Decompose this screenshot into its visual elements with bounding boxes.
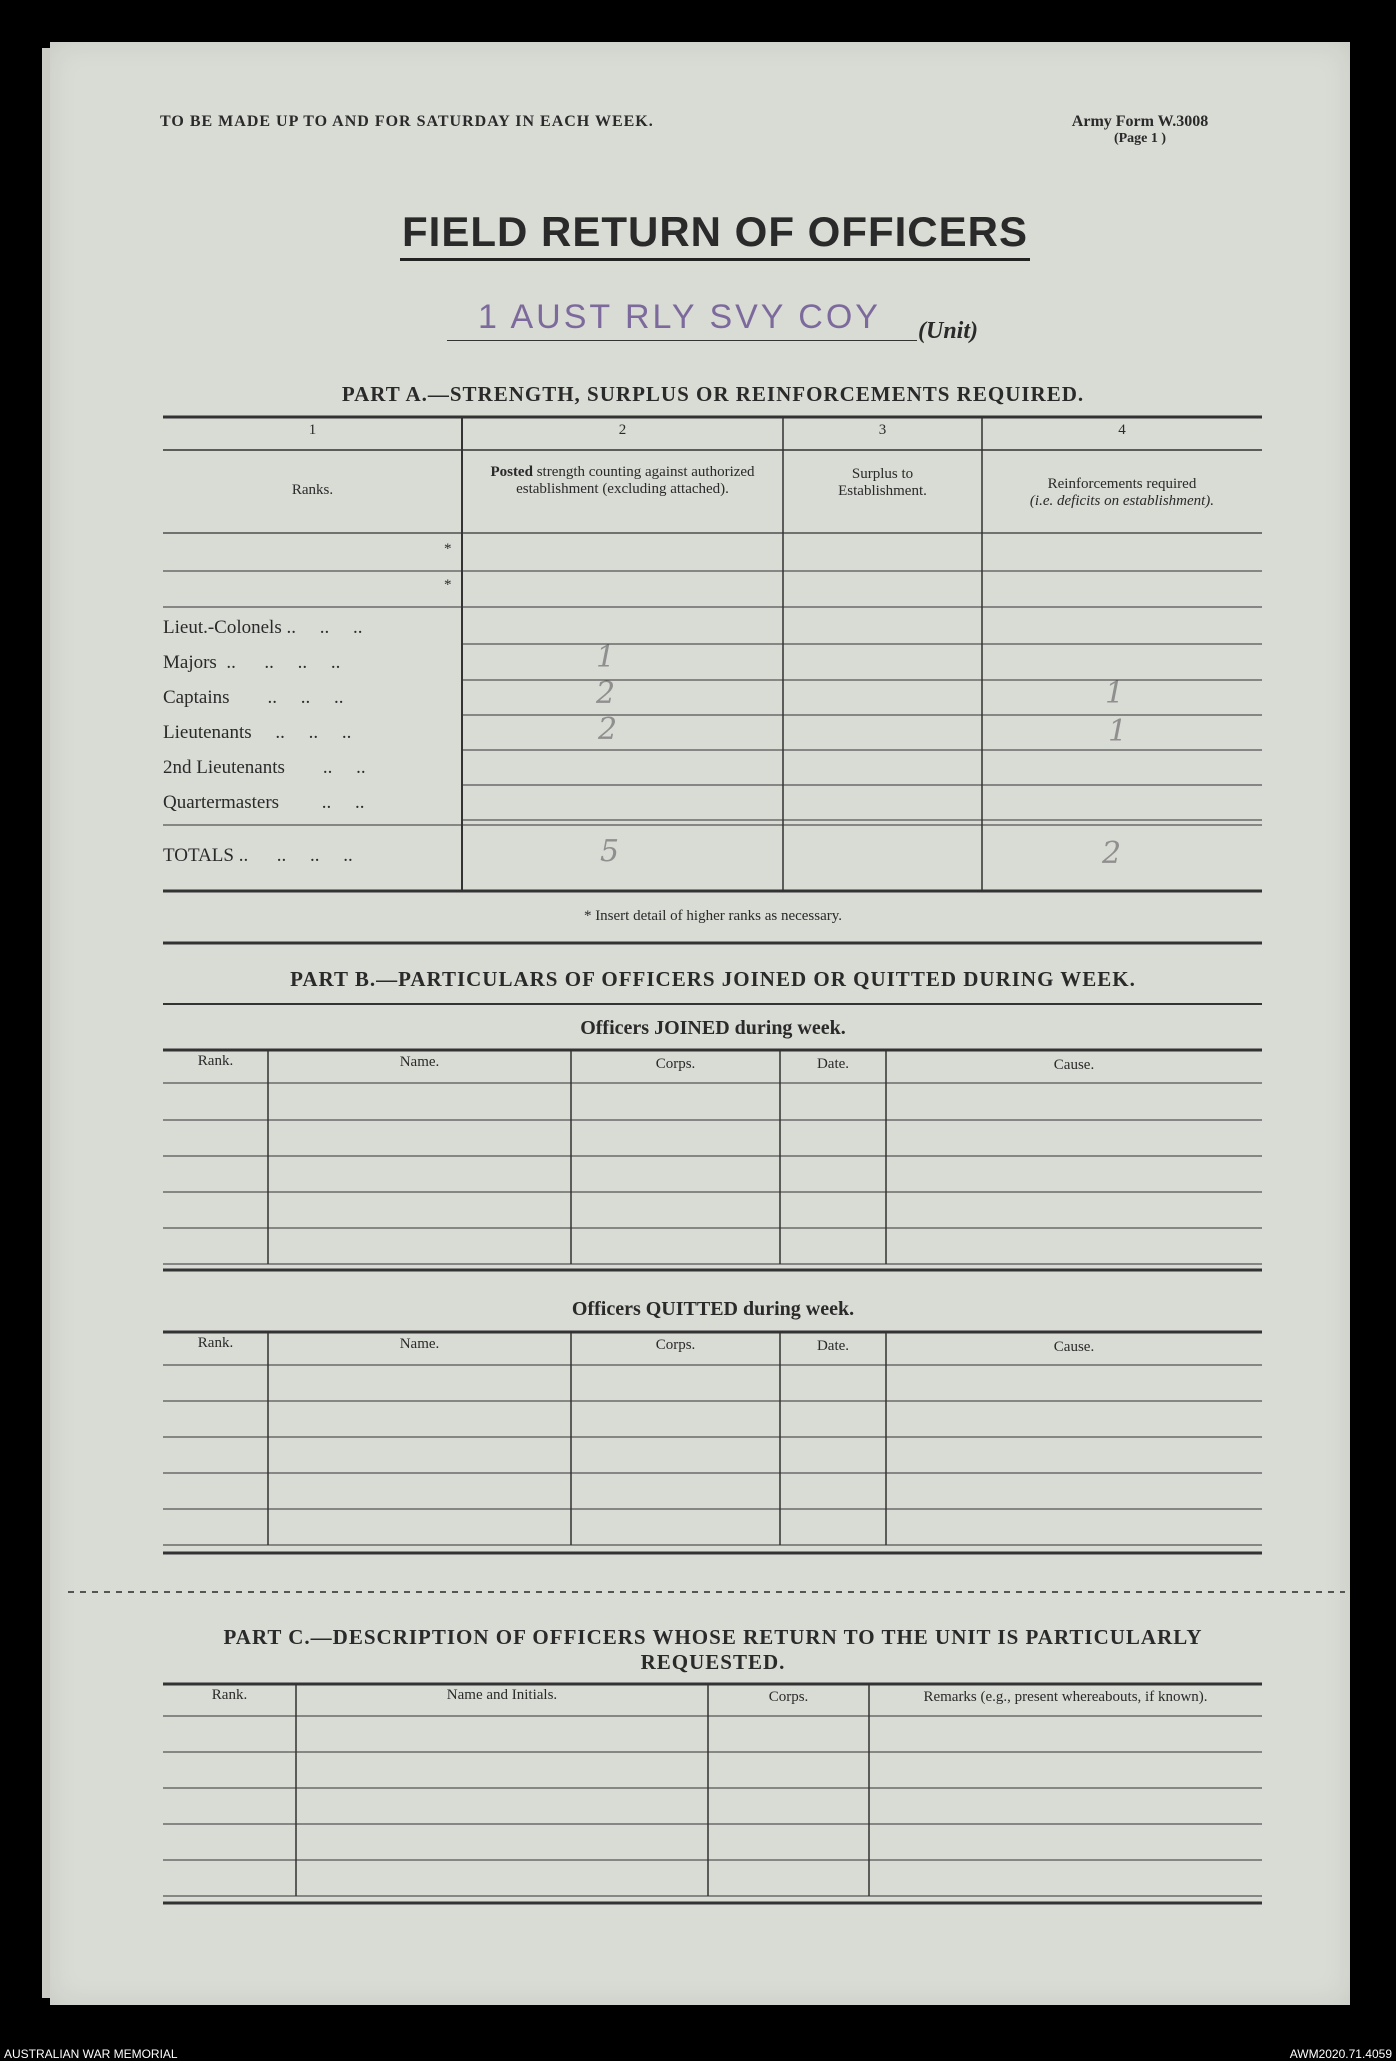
part-c-col-remarks: Remarks (e.g., present whereabouts, if known).	[923, 1689, 1208, 1705]
rank-row-2nd-lieutenants: 2nd Lieutenants .. ..	[163, 757, 366, 778]
footer-accession-number: AWM2020.71.4059	[1289, 2047, 1392, 2061]
part-b-heading: PART B.—PARTICULARS OF OFFICERS JOINED OR QUITTED DURING WEEK.	[290, 967, 1136, 991]
page-number: (Page 1 )	[1113, 131, 1167, 146]
star-marker-2: *	[444, 577, 452, 593]
rank-row-lieutenants: Lieutenants .. .. ..	[163, 722, 352, 743]
part-c-heading	[163, 1625, 1263, 1675]
quitted-col-date: Date.	[816, 1338, 850, 1354]
col-number-1: 1	[308, 422, 317, 438]
quitted-col-cause: Cause.	[1053, 1339, 1095, 1355]
joined-col-name: Name.	[399, 1054, 440, 1070]
joined-col-rank: Rank.	[197, 1053, 234, 1069]
totals-row-label: TOTALS .. .. .. ..	[163, 845, 353, 866]
footer-archive-name: AUSTRALIAN WAR MEMORIAL	[4, 2047, 178, 2061]
posted-header-bold: Posted	[490, 464, 533, 480]
header-instruction: TO BE MADE UP TO AND FOR SATURDAY IN EACH WEEK.	[160, 113, 654, 130]
rank-row-lieut-colonels: Lieut.-Colonels .. .. ..	[163, 617, 363, 638]
quitted-col-corps: Corps.	[655, 1337, 696, 1353]
unit-stamp: 1 AUST RLY SVY COY	[478, 298, 881, 336]
quitted-heading: Officers QUITTED during week.	[571, 1298, 855, 1320]
posted-captains-value: 2	[596, 676, 616, 711]
part-c-col-corps: Corps.	[768, 1689, 809, 1705]
rank-row-quartermasters: Quartermasters .. ..	[163, 792, 365, 813]
part-a-footnote: * Insert detail of higher ranks as necessary.	[583, 908, 843, 924]
part-a-heading: PART A.—STRENGTH, SURPLUS OR REINFORCEMENTS REQUIRED.	[341, 382, 1085, 406]
reinforcements-header	[992, 476, 1252, 510]
reinforcements-captains-value: 1	[1105, 676, 1125, 711]
rank-row-majors: Majors .. .. .. ..	[163, 652, 341, 673]
rank-row-captains: Captains .. .. ..	[163, 687, 344, 708]
star-marker-1: *	[444, 541, 452, 557]
page-title: FIELD RETURN OF OFFICERS	[400, 208, 1030, 261]
part-c-col-rank: Rank.	[211, 1687, 248, 1703]
col-number-4: 4	[1118, 422, 1126, 438]
ranks-header: Ranks.	[291, 482, 334, 498]
part-c-col-name: Name and Initials.	[446, 1687, 558, 1703]
joined-col-cause: Cause.	[1053, 1057, 1095, 1073]
joined-heading: Officers JOINED during week.	[580, 1017, 846, 1039]
surplus-header: Surplus to Establishment.	[838, 466, 927, 499]
form-number-label: Army Form W.3008	[1071, 113, 1209, 130]
unit-label: (Unit)	[918, 318, 978, 344]
posted-majors-value: 1	[596, 640, 616, 675]
reinforcements-totals-value: 2	[1102, 836, 1122, 871]
quitted-col-name: Name.	[399, 1336, 440, 1352]
reinforcements-lieutenants-value: 1	[1108, 714, 1128, 749]
part-c-heading-line1: PART C.—DESCRIPTION OF OFFICERS WHOSE RETURN TO THE UNIT IS PARTICULARLY	[223, 1625, 1203, 1649]
quitted-col-rank: Rank.	[197, 1335, 234, 1351]
col-number-3: 3	[878, 422, 887, 438]
col-number-2: 2	[618, 422, 627, 438]
reinforcements-header-line1: Reinforcements required	[1047, 476, 1197, 492]
posted-totals-value: 5	[600, 834, 620, 869]
posted-header	[482, 464, 763, 498]
joined-col-date: Date.	[816, 1056, 850, 1072]
posted-lieutenants-value: 2	[598, 712, 618, 747]
part-c-heading-line2: REQUESTED.	[640, 1650, 786, 1674]
joined-col-corps: Corps.	[655, 1056, 696, 1072]
posted-header-rest: strength counting against authorized establishment (excluding attached).	[516, 464, 755, 497]
reinforcements-header-line2: (i.e. deficits on establishment).	[1029, 493, 1215, 509]
